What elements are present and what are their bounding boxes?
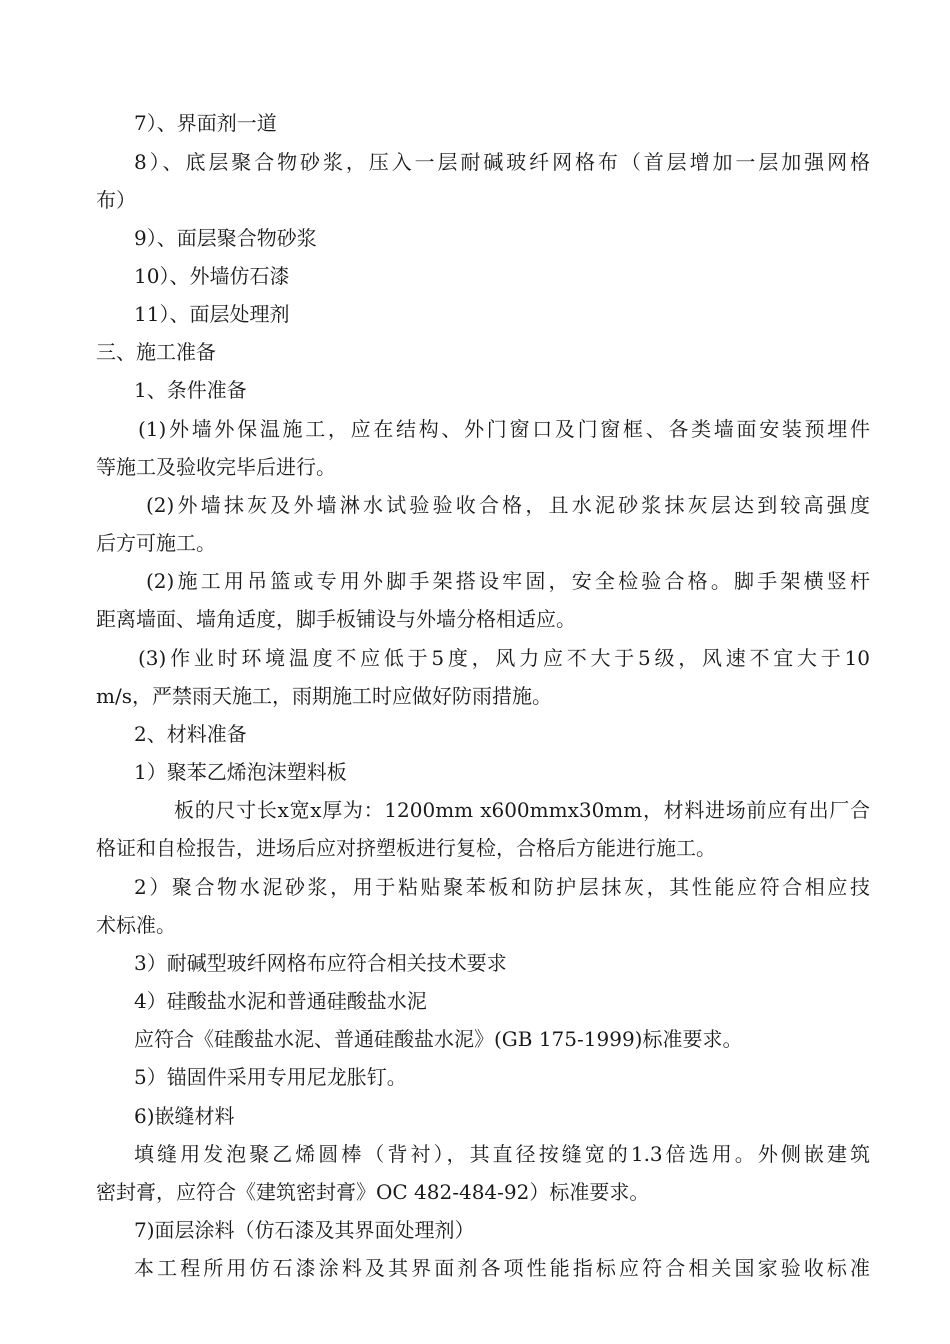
paragraph-condition-2-cont: 后方可施工。 <box>96 531 216 555</box>
paragraph-condition-1: (1)外墙外保温施工，应在结构、外门窗口及门窗框、各类墙面安装预埋件 <box>138 417 870 441</box>
paragraph-cement-standard: 应符合《硅酸盐水泥、普通硅酸盐水泥》(GB 175-1999)标准要求。 <box>134 1027 743 1051</box>
material-item-2-cont: 术标准。 <box>96 913 176 937</box>
section-heading-3: 三、施工准备 <box>96 340 216 364</box>
material-item-5: 5）锚固件采用专用尼龙胀钉。 <box>134 1065 407 1089</box>
paragraph-coating: 本工程所用仿石漆涂料及其界面剂各项性能指标应符合相关国家验收标准 <box>134 1256 870 1280</box>
material-item-2: 2）聚合物水泥砂浆，用于粘贴聚苯板和防护层抹灰，其性能应符合相应技 <box>134 875 870 899</box>
material-item-1: 1）聚苯乙烯泡沫塑料板 <box>134 760 347 784</box>
list-item-7: 7）、界面剂一道 <box>134 111 277 135</box>
list-item-8-cont: 布） <box>96 188 136 212</box>
material-item-6: 6)嵌缝材料 <box>134 1104 235 1128</box>
list-item-9: 9）、面层聚合物砂浆 <box>134 226 317 250</box>
list-item-8: 8）、底层聚合物砂浆，压入一层耐碱玻纤网格布（首层增加一层加强网格 <box>134 150 870 174</box>
paragraph-joint-filler: 填缝用发泡聚乙烯圆棒（背衬），其直径按缝宽的1.3倍选用。外侧嵌建筑 <box>134 1142 870 1166</box>
paragraph-condition-3-cont: m/s，严禁雨天施工，雨期施工时应做好防雨措施。 <box>96 684 552 708</box>
material-item-7: 7)面层涂料（仿石漆及其界面处理剂） <box>134 1218 475 1242</box>
paragraph-board-size-cont: 格证和自检报告，进场后应对挤塑板进行复检，合格后方能进行施工。 <box>96 836 716 860</box>
subsection-heading-2: 2、材料准备 <box>134 722 247 746</box>
paragraph-board-size: 板的尺寸长x宽x厚为：1200mm x600mmx30mm，材料进场前应有出厂合 <box>174 798 870 822</box>
subsection-heading-1: 1、条件准备 <box>134 378 247 402</box>
paragraph-joint-filler-cont: 密封膏，应符合《建筑密封膏》OC 482-484-92）标准要求。 <box>96 1180 650 1204</box>
paragraph-condition-3: (3)作业时环境温度不应低于5度，风力应不大于5级，风速不宜大于10 <box>138 646 870 670</box>
material-item-4: 4）硅酸盐水泥和普通硅酸盐水泥 <box>134 989 427 1013</box>
list-item-10: 10）、外墙仿石漆 <box>134 264 290 288</box>
paragraph-condition-2b-cont: 距离墙面、墙角适度，脚手板铺设与外墙分格相适应。 <box>96 607 576 631</box>
paragraph-condition-2: (2)外墙抹灰及外墙淋水试验验收合格，且水泥砂浆抹灰层达到较高强度 <box>146 493 870 517</box>
material-item-3: 3）耐碱型玻纤网格布应符合相关技术要求 <box>134 951 507 975</box>
paragraph-condition-1-cont: 等施工及验收完毕后进行。 <box>96 455 336 479</box>
list-item-11: 11）、面层处理剂 <box>134 302 290 326</box>
paragraph-condition-2b: (2)施工用吊篮或专用外脚手架搭设牢固，安全检验合格。脚手架横竖杆 <box>146 569 870 593</box>
